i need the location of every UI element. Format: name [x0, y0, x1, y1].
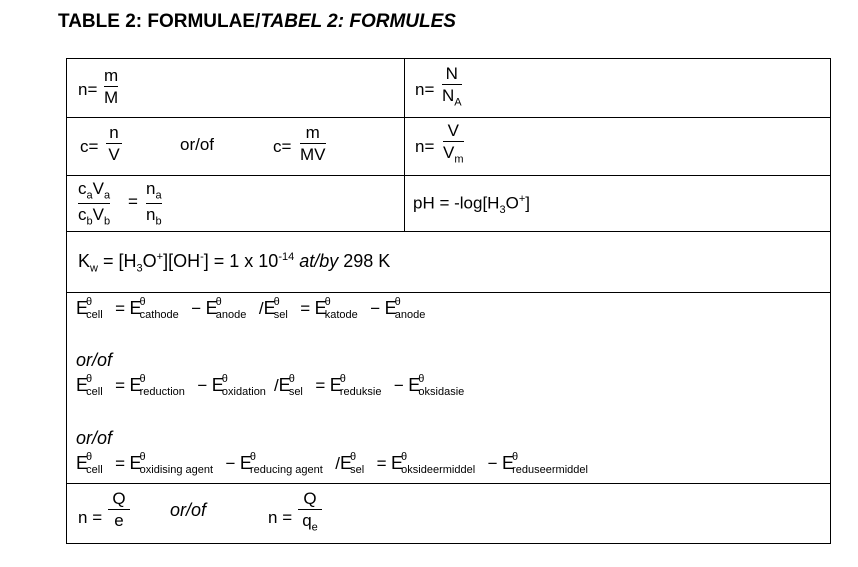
or-of-label: or/of [76, 428, 113, 448]
or-of-label: or/of [76, 350, 113, 370]
row-divider [66, 175, 831, 176]
n-gas-fraction: V $V_m$ [443, 121, 464, 166]
emf-formula-3: $E^\theta_{cell} = E^\theta_{oxidising agent} - E^\theta_{reducing agent}$ $/E^\theta_{sel} = E^\theta_{oksideermiddel} - E^\theta_{reduseermiddel}$ [76, 451, 588, 476]
charge-lhs: n = [78, 508, 103, 527]
n-gas-lhs: n= [415, 137, 435, 156]
charge-fraction-2: Q $q_e$ [298, 490, 322, 533]
n-mass-lhs: n= [78, 80, 98, 99]
row-divider [66, 483, 831, 484]
table-title: TABLE 2: FORMULAE/TABEL 2: FORMULES [58, 11, 456, 32]
n-particles-fraction: N $N_A$ [442, 64, 462, 109]
or-of-label: or/of [170, 500, 207, 520]
c-mol-lhs: c= [80, 137, 99, 156]
c-mol-fraction: n V [106, 124, 122, 163]
ph-formula: pH = $-\log[H_3O^+]$ [413, 193, 530, 217]
column-divider [404, 58, 405, 232]
n-particles-lhs: n= [415, 80, 435, 99]
charge-lhs-2: n = [268, 508, 293, 527]
c-mass-fraction: m MV [300, 123, 326, 164]
or-of-label: or/of [180, 135, 215, 154]
row-divider [66, 231, 831, 232]
titration-ratio-left: $c_aV_a$ $c_bV_b$ [78, 179, 111, 228]
row-divider [66, 292, 831, 293]
kw-formula: $K_w = [H_3O^+][OH^-] = 1$ x $10^{-14}$ at/by 298 K [78, 251, 391, 275]
emf-formula-1: $E^\theta_{cell} = E^\theta_{cathode} - E^\theta_{anode}$ $/E^\theta_{sel} = E^\theta_{katode} - E^\theta_{anode}$ [76, 296, 426, 321]
titration-ratio-right: $n_a$ $n_b$ [146, 179, 162, 228]
charge-fraction: Q e [108, 490, 130, 529]
titration-equals: = [128, 192, 138, 211]
emf-formula-2: $E^\theta_{cell} = E^\theta_{reduction} - E^\theta_{oxidation}$ $/E^\theta_{sel} = E^\theta_{reduksie} - E^\theta_{oksidasie}$ [76, 373, 465, 398]
n-mass-fraction: m M [104, 66, 119, 107]
row-divider [66, 117, 831, 118]
c-mass-lhs: c= [273, 137, 292, 156]
